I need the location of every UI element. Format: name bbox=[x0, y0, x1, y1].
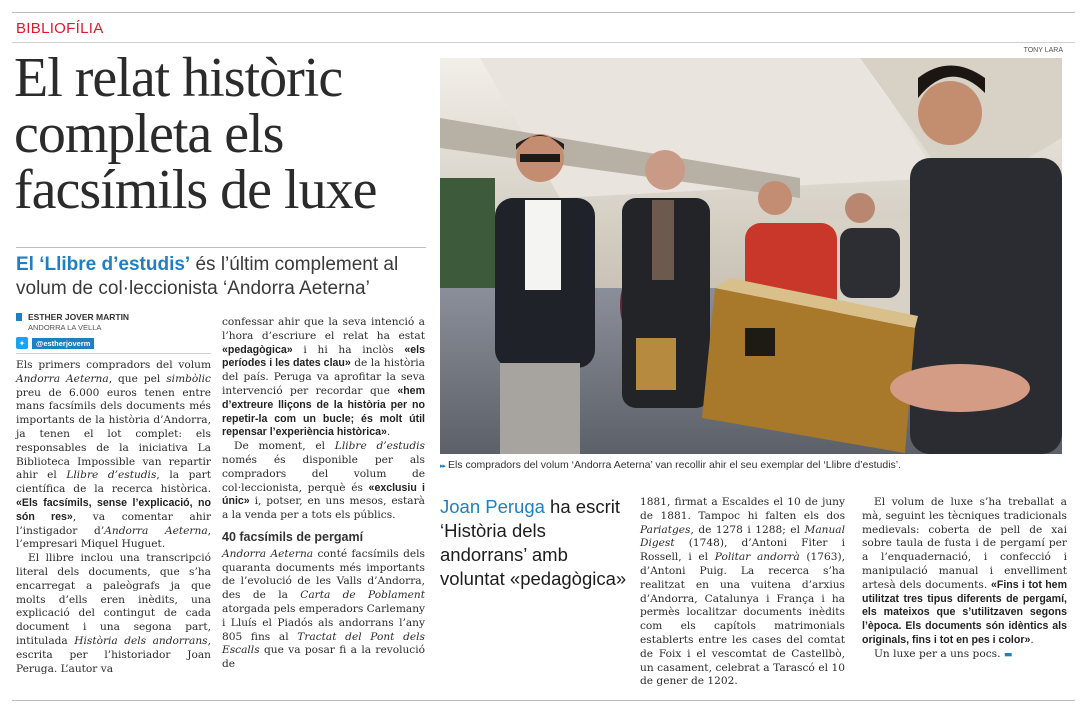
body-paragraph: Andorra Aeterna conté facsímils dels quaranta documents més importants de l’evolució de les Valls d’Andorra, des de la Carta de Poblament atorgada pels emperadors Carlemany i Lluís el Piadós als andorrans l’any 805 fins al Tractat del Pont dels Escalls que va posar fi a la revolució de bbox=[222, 547, 425, 671]
quote: «hem d’extreure lliçons de la història per no repetir-la com un bucle; és molt útil repensar l’experiència històrica» bbox=[222, 384, 425, 439]
deck-divider bbox=[16, 247, 426, 248]
body-paragraph: Els primers compradors del volum Andorra Aeterna, que pel simbòlic preu de 6.000 euros tenen entre mans facsímils dels documents més importants de la història d’Andorra, ja tenen el lot complet: els responsables de la iniciativa La Biblioteca Impossible van repartir ahir el Llibre d’estudis, la part científica de la recerca històrica. «Els facsímils, sense l’explicació, no són res», va comentar ahir l’instigador d’Andorra Aeterna, l’empresari Miquel Huguet. bbox=[16, 359, 212, 551]
dateline-place: ANDORRA LA VELLA bbox=[28, 323, 102, 332]
body-column-3 bbox=[640, 496, 845, 689]
pull-quote bbox=[440, 495, 628, 591]
quote: «exclusiu i únic» bbox=[222, 481, 425, 508]
section-divider bbox=[12, 42, 1075, 43]
twitter-handle: @estherjoverm bbox=[32, 338, 94, 349]
bottom-rule bbox=[12, 700, 1075, 701]
body-column-2 bbox=[222, 316, 425, 672]
quote: «pedagògica» bbox=[222, 343, 293, 356]
body-column-1 bbox=[16, 359, 211, 676]
body-paragraph: confessar ahir que la seva intenció a l’hora d’escriure el relat ha estat «pedagògica» i hi ha inclòs «els períodes i les dates clau» de la història del país. Peruga va aprofitar la seva intervenció per recordar que «hem d’extreure lliçons de la història per no repetir-la com un bucle; és molt útil repensar l’experiència històrica». bbox=[222, 316, 425, 439]
subheadline bbox=[16, 253, 426, 301]
body-paragraph: El llibre inclou una transcripció literal dels documents, que s’ha encarregat a paleògrafs ja que molts d’ells eren inèdits, una explicació del contingut de cada document i una segona part, intitulada Història dels andorrans, escrita per l’historiador Joan Peruga. L’autor va bbox=[16, 552, 211, 675]
quote: «Fins i tot hem utilitzat tres tipus diferents de pergamí, els mateixos que s’utilitzaven segons l’època. Els documents són idèntics als originals, fins i tot en pes i color» bbox=[862, 578, 1067, 646]
section-subheading: 40 facsímils de pergamí bbox=[222, 529, 364, 544]
photo-illustration bbox=[440, 58, 1062, 454]
top-rule bbox=[12, 12, 1075, 13]
body-paragraph: El volum de luxe s’ha treballat a mà, seguint les tècniques tradicionals medievals: coberta de pell de xai sobre taula de fusta i de pergamí per a l’enquadernació, i confecció i manipulació manual i envelliment artesà dels documents. «Fins i tot hem utilitzat tres tipus diferents de pergamí, els mateixos que s’utilitzaven segons l’època. Els documents són idèntics als originals, fins i tot en pes i color». bbox=[862, 496, 1067, 646]
twitter-bird-icon: ✦ bbox=[16, 337, 28, 349]
body-paragraph: Un luxe per a uns pocs. ▬ bbox=[874, 647, 1013, 660]
headline: El relat històric completa els facsímils de luxe bbox=[14, 47, 377, 221]
quote: «els períodes i les dates clau» bbox=[222, 343, 425, 370]
subheadline-highlight: El ‘Llibre d’estudis’ bbox=[16, 254, 191, 275]
body-column-4 bbox=[862, 496, 1067, 663]
body-paragraph: 1881, firmat a Escaldes el 10 de juny de 1881. Tampoc hi falten els dos Pariatges, de 1278 i 1288; el Manual Digest (1748), d’Antoni Fiter i Rossell, i el Politar andorrà (1763), d’Antoni Puig. La recerca s’ha realitzat en una vuitena d’arxius d’Andorra, Catalunya i França i ha permès localitzar documents inèdits com els capítols matrimonials establerts entre les cases del comtat de Foix i el vescomtat de Castellbò, un casament, celebrat a Tarascó el 10 de gener de 1202. bbox=[640, 496, 845, 688]
photo-caption bbox=[440, 459, 1070, 471]
author-name: ESTHER JOVER MARTIN bbox=[16, 312, 211, 322]
caption-marker-icon: ▸▸ bbox=[440, 463, 446, 470]
quote: «Els facsímils, sense l’explicació, no són res» bbox=[16, 496, 211, 523]
article-photo bbox=[440, 58, 1062, 454]
pull-quote-name: Joan Peruga bbox=[440, 496, 545, 517]
byline bbox=[16, 312, 211, 354]
end-mark-icon: ▬ bbox=[1003, 649, 1013, 660]
subheadline-text: és l’últim complement al volum de col·leccionista ‘Andorra Aeterna’ bbox=[16, 254, 399, 299]
section-label: BIBLIOFÍLIA bbox=[16, 20, 104, 37]
twitter-handle-row bbox=[16, 337, 211, 349]
body-paragraph: De moment, el Llibre d’estudis només és disponible per als compradors del volum de col·leccionista, perquè és «exclusiu i únic» i, potser, en uns mesos, estarà a la venda per a tots els públics. bbox=[222, 440, 425, 522]
caption-text: Els compradors del volum ‘Andorra Aeterna’ van recollir ahir el seu exemplar del ‘Llibre d’estudis’. bbox=[447, 459, 902, 471]
byline-divider bbox=[16, 353, 211, 354]
pull-quote-text: ha escrit ‘Història dels andorrans’ amb voluntat «pedagògica» bbox=[440, 496, 627, 589]
photo-credit: TONY LARA bbox=[1023, 47, 1063, 54]
